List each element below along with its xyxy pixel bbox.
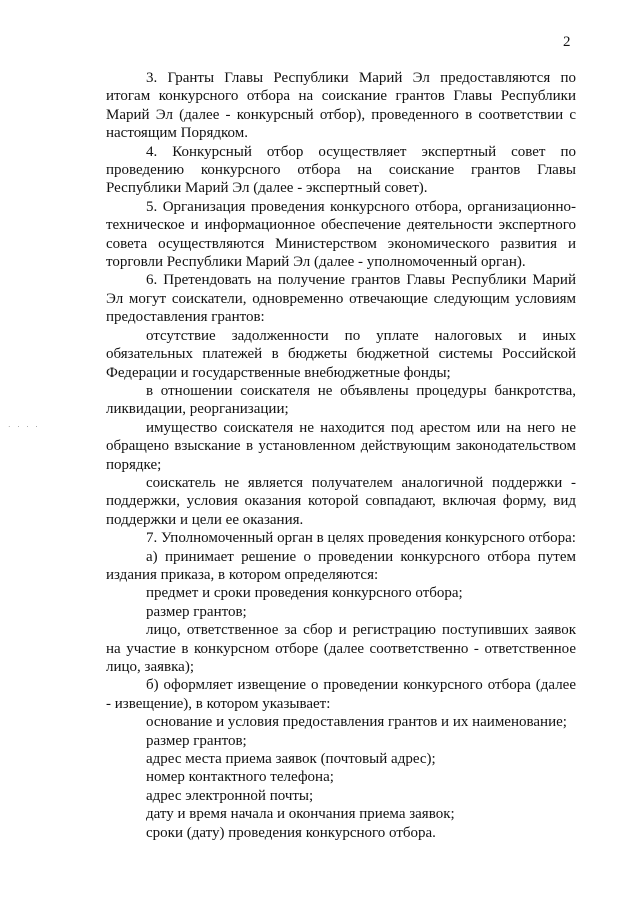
condition-no-arrest: имущество соискателя не находится под арестом или на него не обращено взыскание в установленном действующим законодательством порядке; <box>106 419 576 473</box>
condition-no-bankruptcy: в отношении соискателя не объявлены процедуры банкротства, ликвидации, реорганизации; <box>106 382 576 418</box>
paragraph-4-expert-council: 4. Конкурсный отбор осуществляет экспертный совет по проведению конкурсного отбора на соискание грантов Главы Республики Марий Эл (далее - экспертный совет). <box>106 143 576 197</box>
list-item: адрес электронной почты; <box>146 787 314 804</box>
list-item: размер грантов; <box>146 732 247 749</box>
paragraph-7-authority: 7. Уполномоченный орган в целях проведения конкурсного отбора: <box>146 530 576 547</box>
condition-no-debt: отсутствие задолженности по уплате налоговых и иных обязательных платежей в бюджеты бюджетной системы Российской Федерации и государственные внебюджетные фонды; <box>106 327 576 381</box>
list-item: размер грантов; <box>146 603 247 620</box>
paragraph-5-organization: 5. Организация проведения конкурсного отбора, организационно-техническое и информационное обеспечение деятельности экспертного совета осуществляются Министерством экономического развития и торговли Республики Марий Эл (далее - уполномоченный орган). <box>106 198 576 271</box>
list-item: адрес места приема заявок (почтовый адрес); <box>146 751 436 768</box>
list-item: номер контактного телефона; <box>146 769 334 786</box>
paragraph-3-grants: 3. Гранты Главы Республики Марий Эл предоставляются по итогам конкурсного отбора на соискание грантов Главы Республики Марий Эл (далее - конкурсный отбор), проведенного в соответствии с настоящим Порядком. <box>106 70 576 142</box>
paragraph-6-applicants: 6. Претендовать на получение грантов Главы Республики Марий Эл могут соискатели, одновременно отвечающие следующим условиям предоставления грантов: <box>106 272 576 326</box>
list-item: основание и условия предоставления грантов и их наименование; <box>146 714 567 731</box>
list-item-responsible-person: лицо, ответственное за сбор и регистрацию поступивших заявок на участие в конкурсном отборе (далее соответственно - ответственное лицо, заявка); <box>106 622 576 675</box>
subparagraph-b: б) оформляет извещение о проведении конкурсного отбора (далее - извещение), в котором указывает: <box>106 677 576 712</box>
list-item: предмет и сроки проведения конкурсного отбора; <box>146 585 463 602</box>
page-number: 2 <box>563 34 571 50</box>
list-item: сроки (дату) проведения конкурсного отбора. <box>146 824 436 841</box>
condition-no-similar-support: соискатель не является получателем аналогичной поддержки - поддержки, условия оказания которой совпадают, включая форму, вид поддержки и цели ее оказания. <box>106 474 576 528</box>
margin-mark: . . . . <box>8 420 40 429</box>
document-body <box>106 69 576 842</box>
list-item: дату и время начала и окончания приема заявок; <box>146 806 455 823</box>
subparagraph-a: а) принимает решение о проведении конкурсного отбора путем издания приказа, в котором определяются: <box>106 548 576 583</box>
